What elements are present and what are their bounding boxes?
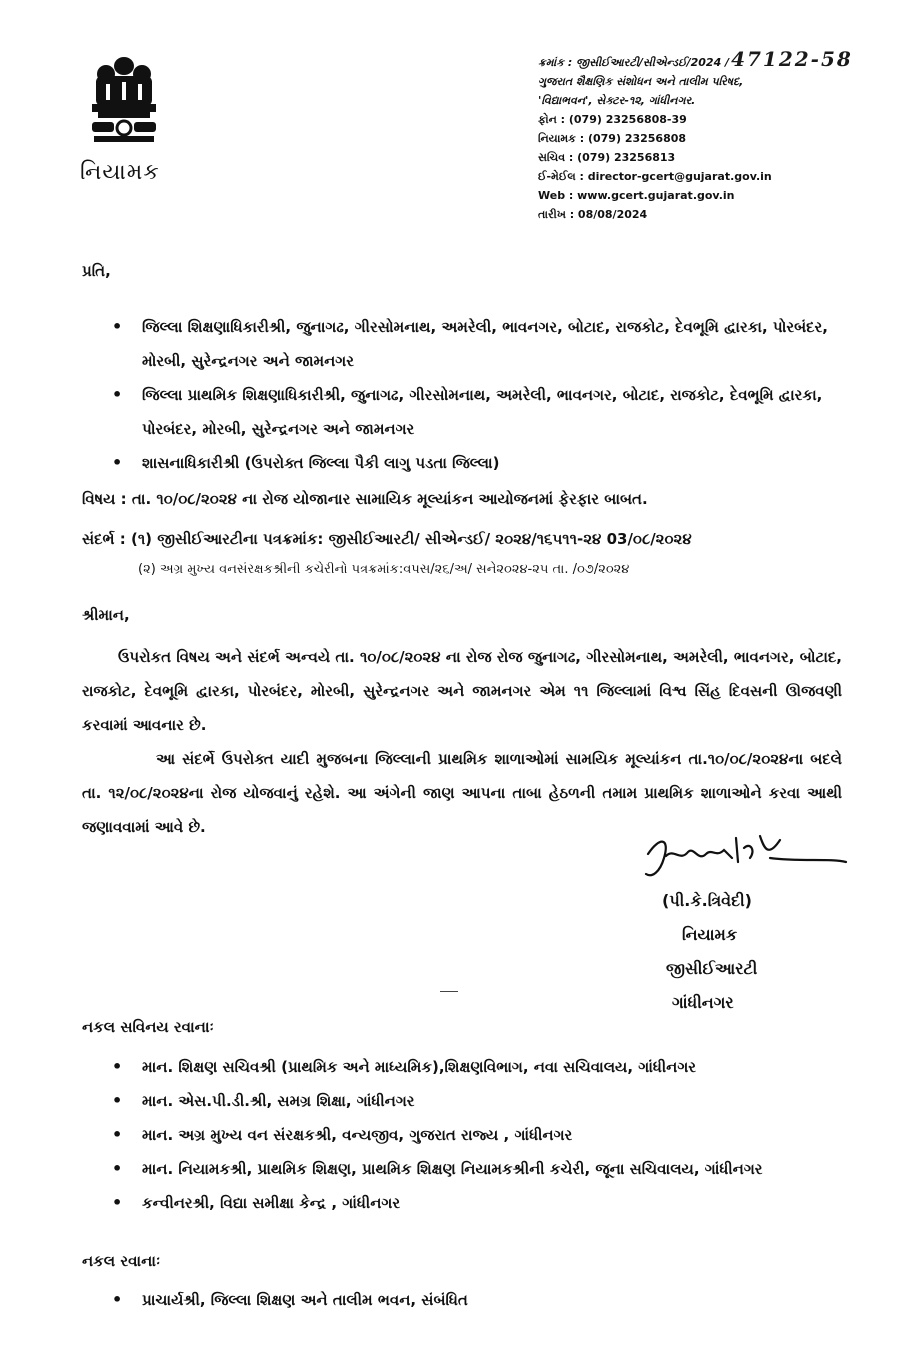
list-item: • કન્વીનરશ્રી, વિદ્યા સમીક્ષા કેન્દ્ર , ગાંધીનગર — [112, 1186, 842, 1220]
list-item: • માન. અગ્ર મુખ્ય વન સંરક્ષકશ્રી, વન્યજીવ, ગુજરાત રાજ્ય , ગાંધીનગર — [112, 1118, 842, 1152]
reference-number — [538, 47, 853, 72]
org-name: ગુજરાત શૈક્ષણિક સંશોધન અને તાલીમ પરિષદ, — [538, 75, 744, 88]
paragraph-1: ઉપરોકત વિષય અને સંદર્ભ અન્વયે તા. ૧૦/૦૮/૨૦૨૪ ના રોજ રોજ જુનાગઢ, ગીરસોમનાથ, અમરેલી, ભાવનગર, બોટાદ, રાજકોટ, દેવભૂમિ દ્વારકા, પોરબંદર, મોરબી, સુરેન્દ્રનગર અને જામનગર એમ ૧૧ જિલ્લામાં વિશ્વ સિંહ દિવસની ઊજવણી કરવામાં આવનાર છે. — [82, 648, 842, 734]
list-item: • માન. શિક્ષણ સચિવશ્રી (પ્રાથમિક અને માધ્યમિક),શિક્ષણવિભાગ, નવા સચિવાલય, ગાંધીનગર — [112, 1050, 842, 1084]
signature-icon — [640, 828, 850, 888]
recipient-list — [112, 310, 832, 480]
list-item: • માન. નિયામકશ્રી, પ્રાથમિક શિક્ષણ, પ્રાથમિક શિક્ષણ નિયામકશ્રીની કચેરી, જૂના સચિવાલય, ગાંધીનગર — [112, 1152, 842, 1186]
reference-1: સંદર્ભ : (૧) જીસીઈઆરટીના પત્રક્રમાંક: જીસીઈઆરટી/ સીએન્ડઈ/ ૨૦૨૪/૧૬૫૧૧-૨૪ 03/૦૮/૨૦૨૪ — [82, 530, 692, 548]
copy-respectfully-list — [112, 1050, 842, 1220]
paragraph-2: આ સંદર્ભે ઉપરોક્ત યાદી મુજબના જિલ્લાની પ્રાથમિક શાળાઓમાં સામયિક મૂલ્યાંકન તા.૧૦/૦૮/૨૦૨૪ના બદલે તા. ૧૨/૦૮/૨૦૨૪ના રોજ યોજવાનું રહેશે. આ અંગેની જાણ આપના તાબા હેઠળની તમામ પ્રાથમિક શાળાઓને કરવા આથી જણાવવામાં આવે છે. — [82, 750, 842, 836]
website: Web : www.gcert.gujarat.gov.in — [538, 189, 735, 202]
list-item: • જિલ્લા શિક્ષણાધિકારીશ્રી, જુનાગઢ, ગીરસોમનાથ, અમરેલી, ભાવનગર, બોટાદ, રાજકોટ, દેવભૂમિ દ્વારકા, પોરબંદર, મોરબી, સુરેન્દ્રનગર અને જામનગર — [112, 310, 832, 378]
office-title: નિયામક — [80, 160, 160, 185]
signatory-designation: નિયામક — [682, 925, 738, 944]
list-item: • જિલ્લા પ્રાથમિક શિક્ષણાધિકારીશ્રી, જુનાગઢ, ગીરસોમનાથ, અમરેલી, ભાવનગર, બોટાદ, રાજકોટ, દેવભૂમિ દ્વારકા, પોરબંદર, મોરબી, સુરેન્દ્રનગર અને જામનગર — [112, 378, 832, 446]
list-item: • શાસનાધિકારીશ્રી (ઉપરોક્ત જિલ્લા પૈકી લાગુ પડતા જિલ્લા) — [112, 446, 832, 480]
signatory-place: ગાંધીનગર — [672, 993, 734, 1012]
letter-body — [82, 640, 842, 844]
list-item: • પ્રાચાર્યશ્રી, જિલ્લા શિક્ષણ અને તાલીમ ભવન, સંબંધિત — [112, 1283, 842, 1317]
email: ઈ-મેઈલ : director-gcert@gujarat.gov.in — [538, 170, 772, 183]
salutation: શ્રીમાન, — [82, 606, 130, 624]
reference-handwritten: 47122-58 — [731, 47, 853, 71]
copy-list — [112, 1283, 842, 1317]
subject-line: વિષય : તા. ૧૦/૦૮/૨૦૨૪ ના રોજ યોજાનાર સામાયિક મૂલ્યાંકન આયોજનમાં ફેરફાર બાબત. — [82, 490, 648, 508]
org-address: 'વિદ્યાભવન', સેક્ટર-૧૨, ગાંધીનગર. — [538, 94, 696, 107]
divider — [440, 991, 458, 992]
signatory-office: જીસીઈઆરટી — [666, 959, 758, 978]
letter-header — [538, 47, 853, 224]
reference-label: ક્રમાંક : જીસીઈઆરટી/સીએન્ડઈ/2024 / — [538, 56, 730, 69]
letter-date: તારીખ : 08/08/2024 — [538, 208, 648, 221]
to-label: પ્રતિ, — [82, 262, 111, 280]
copy-respectfully-label: નકલ સવિનય રવાનાઃ — [82, 1018, 214, 1036]
national-emblem-icon — [84, 52, 164, 148]
secretary-phone: સચિવ : (079) 23256813 — [538, 151, 676, 164]
list-item: • માન. એસ.પી.ડી.શ્રી, સમગ્ર શિક્ષા, ગાંધીનગર — [112, 1084, 842, 1118]
copy-label: નકલ રવાનાઃ — [82, 1252, 161, 1270]
phone: ફોન : (079) 23256808-39 — [538, 113, 687, 126]
reference-2: (૨) અગ્ર મુખ્ય વનસંરક્ષકશ્રીની કચેરીનો પત્રક્રમાંક:વપસ/૨૬/અ/ સને૨૦૨૪-૨૫ તા. /૦૭/૨૦૨૪ — [138, 562, 630, 577]
director-phone: નિયામક : (079) 23256808 — [538, 132, 687, 145]
signatory-name: (પી.કે.ત્રિવેદી) — [662, 891, 752, 910]
signatory-block — [662, 884, 757, 1020]
